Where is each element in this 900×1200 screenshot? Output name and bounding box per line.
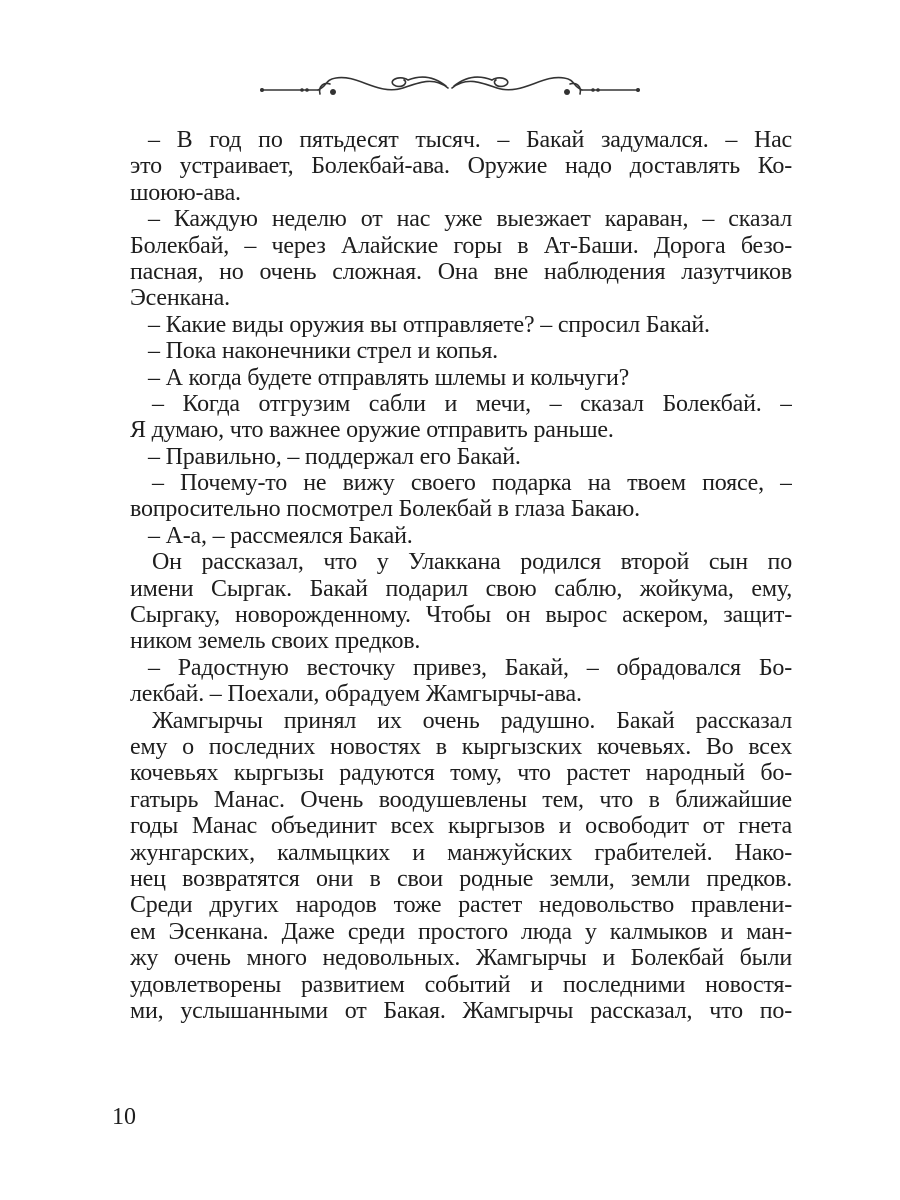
text-line: – А когда будете отправлять шлемы и кольчуги? bbox=[148, 364, 630, 391]
text-line: Он рассказал, что у Улаккана родился второй сын по bbox=[152, 549, 792, 576]
text-line: – А-а, – рассмеялся Бакай. bbox=[148, 522, 413, 549]
text-line: Среди других народов тоже растет недовольство правлени- bbox=[130, 892, 792, 919]
page-number: 10 bbox=[112, 1104, 136, 1130]
text-line: Эсенкана. bbox=[130, 285, 230, 312]
text-line: – Правильно, – поддержал его Бакай. bbox=[148, 443, 521, 470]
text-line: – Каждую неделю от нас уже выезжает караван, – сказал bbox=[148, 206, 792, 233]
text-line: Сыргаку, новорожденному. Чтобы он вырос аскером, защит- bbox=[130, 602, 792, 629]
text-line: ему о последних новостях в кыргызских кочевьях. Во всех bbox=[130, 733, 792, 760]
text-line: – Какие виды оружия вы отправляете? – спросил Бакай. bbox=[148, 311, 710, 338]
text-line: – Почему-то не вижу своего подарка на твоем поясе, – bbox=[152, 470, 792, 497]
text-line: лекбай. – Поехали, обрадуем Жамгырчы-ава. bbox=[130, 681, 582, 708]
text-line: Жамгырчы принял их очень радушно. Бакай рассказал bbox=[152, 707, 792, 734]
text-line: Болекбай, – через Алайские горы в Ат-Баши. Дорога безо- bbox=[130, 232, 792, 259]
text-line: Я думаю, что важнее оружие отправить раньше. bbox=[130, 417, 614, 444]
text-line: вопросительно посмотрел Болекбай в глаза Бакаю. bbox=[130, 496, 640, 523]
text-line: жунгарских, калмыцких и манжуйских грабителей. Нако- bbox=[130, 839, 792, 866]
text-line: жу очень много недовольных. Жамгырчы и Болекбай были bbox=[130, 945, 792, 972]
text-line: пасная, но очень сложная. Она вне наблюдения лазутчиков bbox=[130, 258, 792, 285]
text-line: ником земель своих предков. bbox=[130, 628, 421, 655]
text-line: – Пока наконечники стрел и копья. bbox=[148, 338, 498, 365]
text-line: имени Сыргак. Бакай подарил свою саблю, жойкума, ему, bbox=[130, 575, 792, 602]
text-line: шоюю-ава. bbox=[130, 179, 241, 206]
text-line: – Радостную весточку привез, Бакай, – обрадовался Бо- bbox=[148, 654, 792, 681]
text-line: годы Манас объединит всех кыргызов и освободит от гнета bbox=[130, 813, 792, 840]
text-line: – В год по пятьдесят тысяч. – Бакай задумался. – Нас bbox=[148, 127, 792, 153]
text-line: ем Эсенкана. Даже среди простого люда у калмыков и ман- bbox=[130, 918, 792, 945]
text-line: ми, услышанными от Бакая. Жамгырчы рассказал, что по- bbox=[130, 997, 792, 1024]
text-line: это устраивает, Болекбай-ава. Оружие надо доставлять Ко- bbox=[130, 153, 792, 180]
text-line: гатырь Манас. Очень воодушевлены тем, что в ближайшие bbox=[130, 786, 792, 813]
text-line: – Когда отгрузим сабли и мечи, – сказал Болекбай. – bbox=[152, 390, 792, 417]
text-line: удовлетворены развитием событий и последними новостя- bbox=[130, 971, 792, 998]
body-text bbox=[130, 127, 792, 1024]
text-line: кочевьях кыргызы радуются тому, что растет народный бо- bbox=[130, 760, 792, 787]
text-line: нец возвратятся они в свои родные земли, земли предков. bbox=[130, 865, 792, 892]
ornament-divider-icon bbox=[258, 68, 642, 102]
